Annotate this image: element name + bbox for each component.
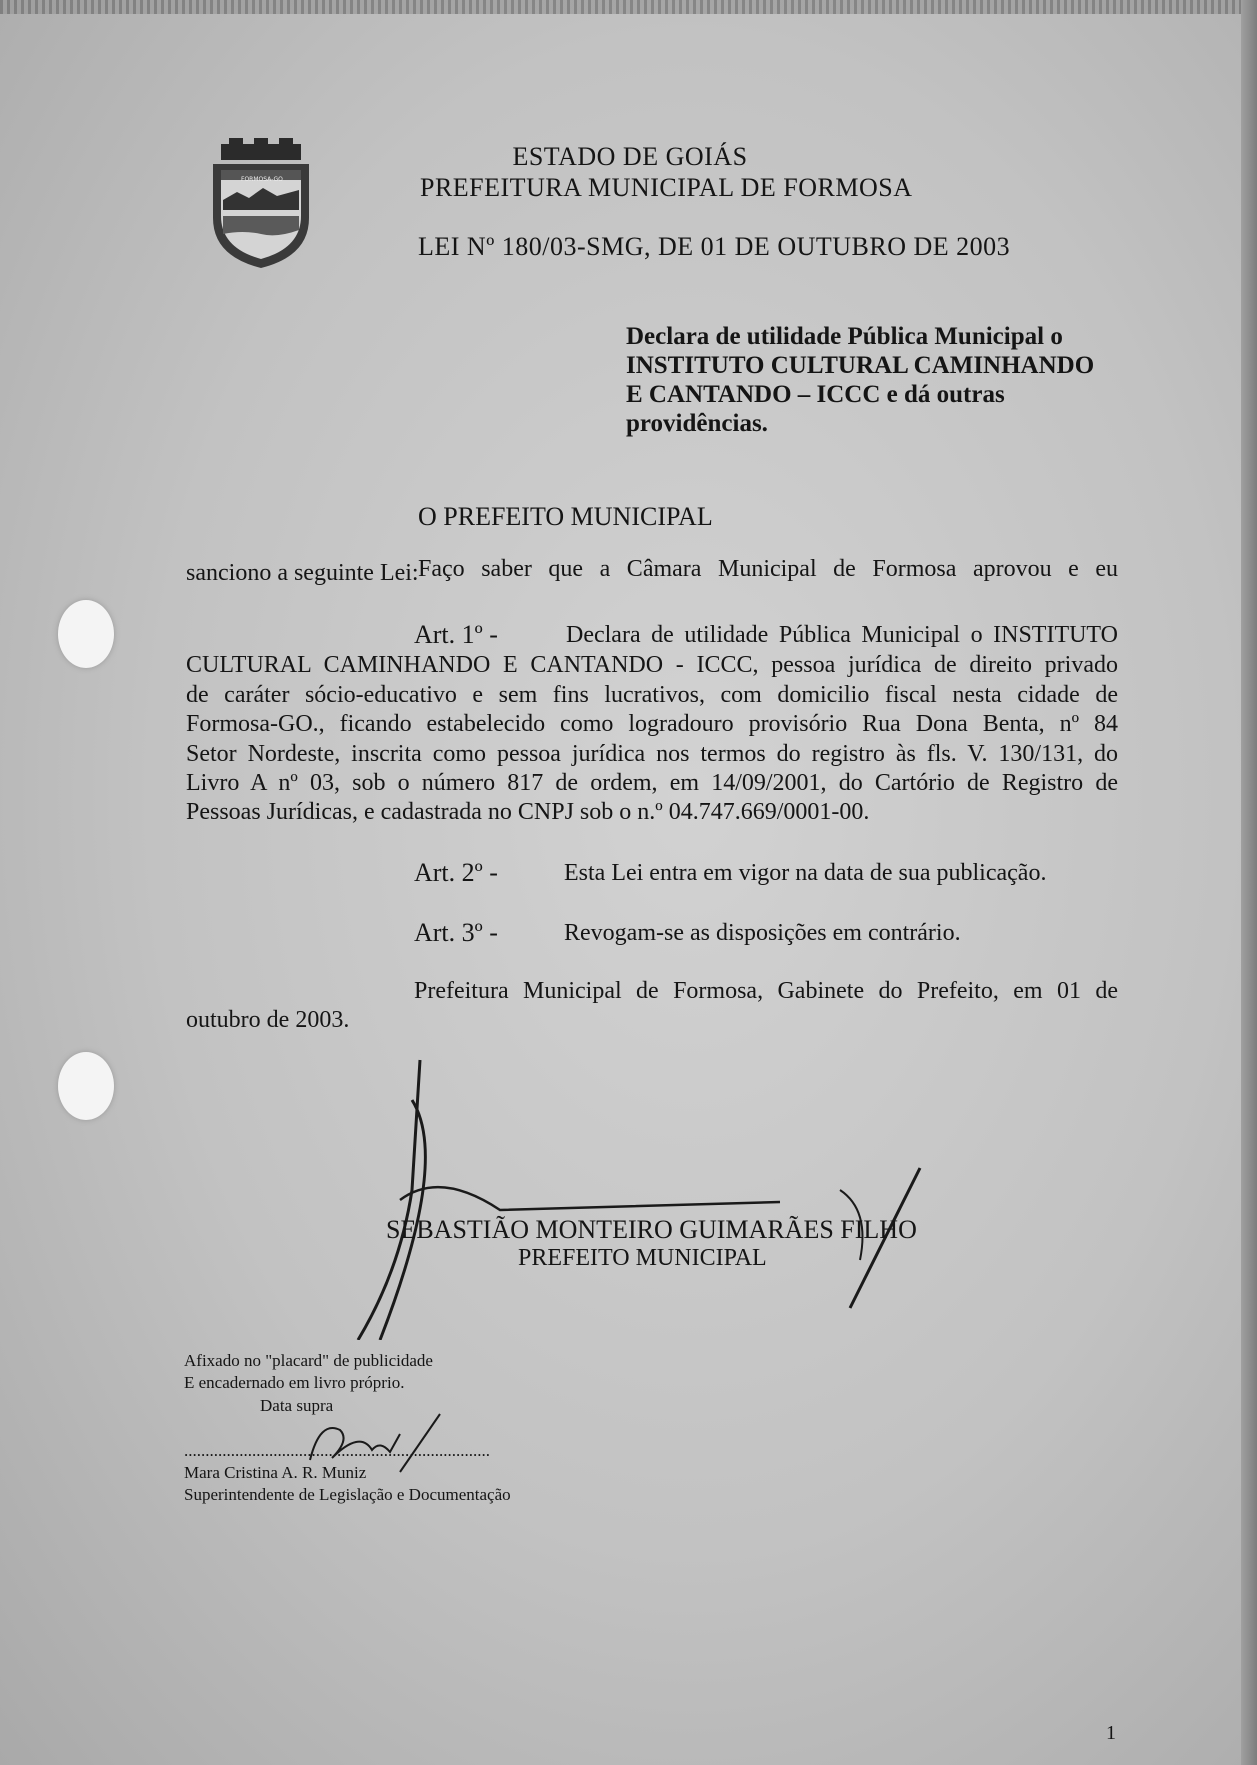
crest-label: FORMOSA-GO [241,176,283,183]
ementa-line: E CANTANDO – ICCC e dá outras [626,381,1005,408]
publication-note-line: E encadernado em livro próprio. [184,1373,405,1392]
article-1-line: Livro A nº 03, sob o número 817 de ordem, em 14/09/2001, do Cartório de Registro de [186,770,1118,796]
municipality-heading: PREFEITURA MUNICIPAL DE FORMOSA [420,173,913,202]
signatory-name: SEBASTIÃO MONTEIRO GUIMARÃES FILHO [386,1215,917,1244]
punch-hole-top [58,600,114,668]
publication-note-line: Afixado no "placard" de publicidade [184,1351,433,1370]
article-1-line: Declara de utilidade Pública Municipal o INSTITUTO [566,622,1118,648]
article-1-line: CULTURAL CAMINHANDO E CANTANDO - ICCC, pessoa jurídica de direito privado [186,652,1118,678]
closing-line: outubro de 2003. [186,1007,350,1033]
article-3-text: Revogam-se as disposições em contrário. [564,920,961,946]
law-title: LEI Nº 180/03-SMG, DE 01 DE OUTUBRO DE 2003 [418,232,1011,261]
article-1-line: Setor Nordeste, inscrita como pessoa jurídica nos termos do registro às fls. V. 130/131, do [186,741,1118,767]
preamble-heading: O PREFEITO MUNICIPAL [418,502,713,531]
article-1-line: de caráter sócio-educativo e sem fins lucrativos, com domicilio fiscal nesta cidade de [186,682,1118,708]
article-1-label: Art. 1º - [414,620,498,649]
state-heading: ESTADO DE GOIÁS [512,142,748,171]
article-1-line: Pessoas Jurídicas, e cadastrada no CNPJ sob o n.º 04.747.669/0001-00. [186,799,870,825]
ementa-line: providências. [626,410,768,437]
publication-signature-line: ........................................................................ [184,1441,490,1460]
article-1-line: Formosa-GO., ficando estabelecido como logradouro provisório Rua Dona Benta, nº 84 [186,711,1118,737]
preamble-line: sanciono a seguinte Lei: [186,560,419,586]
mayor-signature [340,1040,940,1340]
punch-hole-bottom [58,1052,114,1120]
article-2-text: Esta Lei entra em vigor na data de sua publicação. [564,860,1047,886]
scan-edge-right [1241,0,1257,1765]
page-number: 1 [1106,1722,1116,1744]
closing-line: Prefeitura Municipal de Formosa, Gabinete do Prefeito, em 01 de [414,978,1118,1004]
ementa-line: INSTITUTO CULTURAL CAMINHANDO [626,352,1095,379]
signatory-role: PREFEITO MUNICIPAL [518,1245,767,1271]
superintendent-role: Superintendente de Legislação e Documentação [184,1485,511,1504]
article-2-label: Art. 2º - [414,858,498,887]
preamble-line: Faço saber que a Câmara Municipal de Formosa aprovou e eu [418,556,1118,582]
municipal-crest [205,138,317,270]
scan-edge-top [0,0,1257,14]
article-3-label: Art. 3º - [414,918,498,947]
law-ementa [626,322,1118,438]
publication-note-line: Data supra [260,1396,334,1415]
ementa-line: Declara de utilidade Pública Municipal o [626,323,1063,350]
superintendent-name: Mara Cristina A. R. Muniz [184,1463,367,1482]
